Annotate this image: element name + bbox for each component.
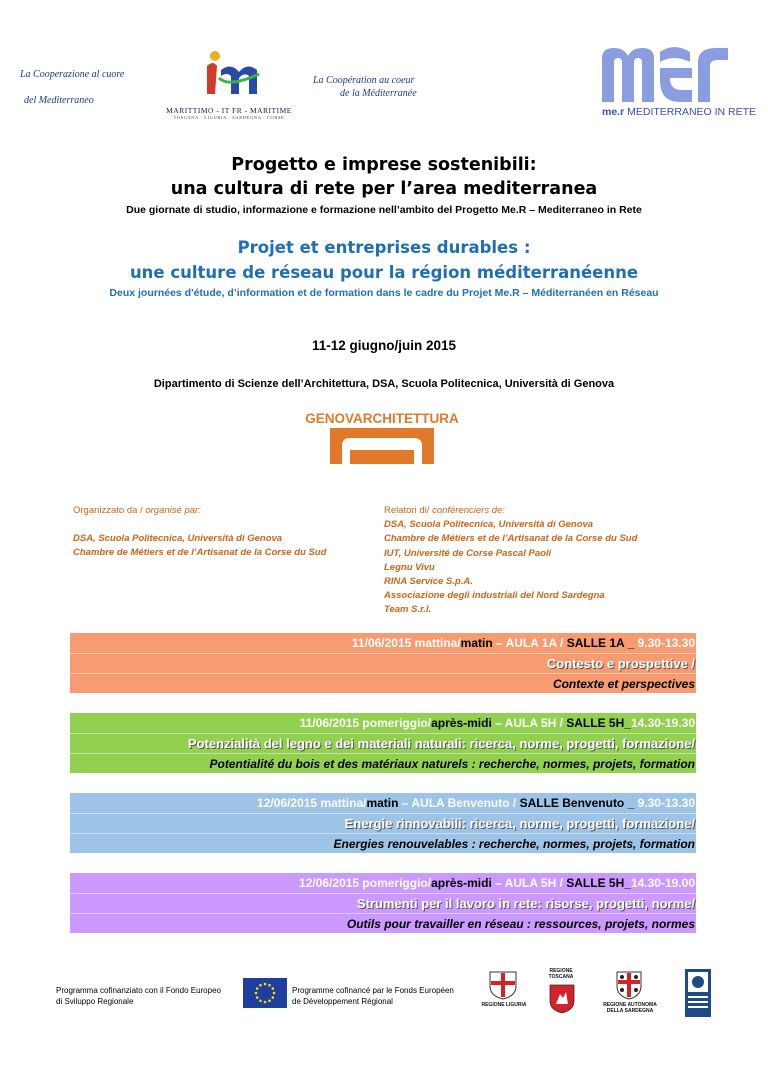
session-date: 11/06/2015 mattina/ bbox=[351, 636, 461, 650]
speaker-item: Chambre de Métiers et de l’Artisanat de la Corse du Sud bbox=[384, 533, 638, 545]
title-fr-line1: Projet et entreprises durables : bbox=[237, 238, 531, 257]
speaker-item: IUT, Université de Corse Pascal Paoli bbox=[384, 547, 552, 559]
session-1 bbox=[70, 633, 696, 693]
genovarchitettura-text: GENOVARCHITETTURA bbox=[305, 411, 459, 426]
title-fr-line2: une culture de réseau pour la région méditerranéenne bbox=[129, 263, 639, 282]
session-date: 12/06/2015 pomeriggio/ bbox=[299, 876, 432, 890]
organizers-label-it: Organizzato da / bbox=[73, 505, 143, 516]
session-2 bbox=[70, 713, 696, 773]
region-sardegna-line2: DELLA SARDEGNA bbox=[606, 1008, 654, 1014]
eu-star-icon bbox=[264, 1001, 267, 1004]
region-sardegna-label bbox=[598, 1002, 662, 1014]
title-it-line2: una cultura di rete per l’area mediterranea bbox=[170, 179, 598, 199]
session-time: 9.30-13.30 bbox=[634, 796, 695, 810]
subtitle-it: Due giornate di studio, informazione e formazione nell’ambito del Progetto Me.R – Mediterraneo in Rete bbox=[126, 204, 642, 216]
eu-star-icon bbox=[259, 999, 262, 1002]
organizers-label-fr: organisé par: bbox=[145, 505, 201, 516]
session-room-fr: SALLE Benvenuto _ bbox=[519, 796, 635, 810]
cooperation-tagline-it: La Cooperazione al cuore bbox=[20, 69, 125, 80]
session-room-fr: SALLE 5H_ bbox=[566, 876, 631, 890]
corse-collectivite-logo bbox=[684, 968, 712, 1018]
session-room-it: – AULA Benvenuto / bbox=[398, 796, 520, 810]
session-header bbox=[70, 633, 696, 653]
department: Dipartimento di Scienze dell’Architettura, DSA, Scuola Politecnica, Università di Genova bbox=[153, 378, 615, 390]
session-room-it: – AULA 1A / bbox=[492, 636, 567, 650]
speakers bbox=[384, 504, 704, 618]
speakers-label bbox=[384, 504, 704, 518]
session-room-fr: SALLE 5H_ bbox=[566, 716, 631, 730]
cooperation-tagline-fr-2: de la Méditerranée bbox=[340, 88, 417, 99]
region-liguria-label: REGIONE LIGURIA bbox=[481, 1002, 527, 1008]
session-room-it: – AULA 5H / bbox=[491, 876, 567, 890]
session-period-fr: matin bbox=[366, 796, 399, 810]
funding-it-line1: Programma cofinanziato con il Fondo Europeo bbox=[56, 986, 221, 995]
eu-star-icon bbox=[271, 987, 274, 990]
sardegna-crest-icon bbox=[614, 968, 644, 1000]
marittimo-regions: TOSCANA · LIGURIA · SARDEGNA · CORSE bbox=[173, 115, 285, 120]
speakers-label-it: Relatori di/ bbox=[384, 505, 430, 516]
session-3 bbox=[70, 793, 696, 853]
mer-subtitle bbox=[602, 106, 757, 118]
eu-flag-icon bbox=[243, 978, 287, 1008]
session-date: 11/06/2015 pomeriggio/ bbox=[299, 716, 432, 730]
organizer-item: Chambre de Métiers et de l’Artisanat de la Corse du Sud bbox=[73, 547, 327, 559]
liguria-crest-icon bbox=[486, 970, 520, 1000]
speaker-item: Associazione degli industriali del Nord Sardegna bbox=[384, 590, 605, 602]
session-topic-fr: Outils pour travailler en réseau : ressources, projets, normes bbox=[70, 913, 696, 933]
funding-it-line2: di Sviluppo Regionale bbox=[56, 997, 134, 1006]
organizers-label bbox=[73, 504, 373, 518]
organizers bbox=[73, 504, 373, 561]
session-topic-it: Potenzialità del legno e dei materiali naturali: ricerca, norme, progetti, formazione/ bbox=[70, 733, 696, 753]
session-topic-fr: Potentialité du bois et des matériaux naturels : recherche, normes, projets, formation bbox=[70, 753, 696, 773]
marittimo-name: MARITTIMO - IT FR - MARITIME bbox=[166, 106, 292, 115]
funding-fr-line2: de Développement Régional bbox=[292, 997, 393, 1006]
mer-subtitle-rest: MEDITERRANEO IN RETE bbox=[627, 106, 757, 118]
eu-star-icon bbox=[256, 996, 259, 999]
session-time: 14.30-19.00 bbox=[630, 876, 695, 890]
session-topic-it: Energie rinnovabili: ricerca, norme, progetti, formazione/ bbox=[70, 813, 696, 833]
toscana-crest-icon bbox=[549, 984, 575, 1014]
genovarchitettura-logo bbox=[305, 406, 459, 466]
title-it-line1: Progetto e imprese sostenibili: bbox=[231, 155, 537, 175]
eu-star-icon bbox=[259, 984, 262, 987]
session-room-it: – AULA 5H / bbox=[491, 716, 567, 730]
funding-note-it bbox=[56, 985, 241, 1007]
session-time: 14.30-19.30 bbox=[630, 716, 695, 730]
cooperation-tagline-fr: La Coopération au coeur bbox=[313, 75, 415, 86]
organizer-item: DSA, Scuola Politecnica, Università di Genova bbox=[73, 533, 283, 545]
funding-fr-line1: Programme cofinancé par le Fonds Européen bbox=[292, 986, 454, 995]
session-header bbox=[70, 873, 696, 893]
region-toscana-label: REGIONE TOSCANA bbox=[548, 968, 574, 980]
event-date: 11-12 giugno/juin 2015 bbox=[311, 338, 457, 353]
eu-star-icon bbox=[271, 996, 274, 999]
speaker-item: Legnu Vivu bbox=[384, 561, 435, 573]
session-topic-fr: Contexte et perspectives bbox=[70, 673, 696, 693]
eu-star-icon bbox=[256, 987, 259, 990]
session-period-fr: après-midi bbox=[431, 716, 492, 730]
mer-subtitle-bold: me.r bbox=[602, 106, 625, 118]
eu-star-icon bbox=[268, 999, 271, 1002]
speaker-item: DSA, Scuola Politecnica, Università di Genova bbox=[384, 519, 594, 531]
session-4 bbox=[70, 873, 696, 933]
session-date: 12/06/2015 mattina/ bbox=[257, 796, 367, 810]
session-topic-fr: Energies renouvelables : recherche, normes, projets, formation bbox=[70, 833, 696, 853]
funding-note-fr bbox=[292, 985, 477, 1007]
eu-star-icon bbox=[255, 992, 258, 995]
speaker-item: RINA Service S.p.A. bbox=[384, 576, 473, 588]
eu-star-icon bbox=[273, 992, 276, 995]
region-sardegna-line1: REGIONE AUTONOMA bbox=[603, 1002, 657, 1008]
eu-star-icon bbox=[268, 984, 271, 987]
speakers-label-fr: conférenciers de: bbox=[432, 505, 505, 516]
session-room-fr: SALLE 1A _ bbox=[566, 636, 635, 650]
cooperation-tagline-it-2: del Mediterraneo bbox=[24, 95, 94, 106]
session-time: 9.30-13.30 bbox=[634, 636, 695, 650]
session-period-fr: matin bbox=[460, 636, 493, 650]
session-topic-it: Strumenti per il lavoro in rete: risorse, progetti, norme/ bbox=[70, 893, 696, 913]
eu-star-icon bbox=[264, 983, 267, 986]
mer-logo bbox=[598, 44, 748, 106]
subtitle-fr: Deux journées d'étude, d’information et de formation dans le cadre du Projet Me.R – Méditerranéen en Réseau bbox=[109, 287, 659, 299]
session-period-fr: après-midi bbox=[431, 876, 492, 890]
session-header bbox=[70, 713, 696, 733]
speaker-item: Team S.r.l. bbox=[384, 604, 432, 616]
session-topic-it: Contesto e prospettive / bbox=[70, 653, 696, 673]
session-header bbox=[70, 793, 696, 813]
